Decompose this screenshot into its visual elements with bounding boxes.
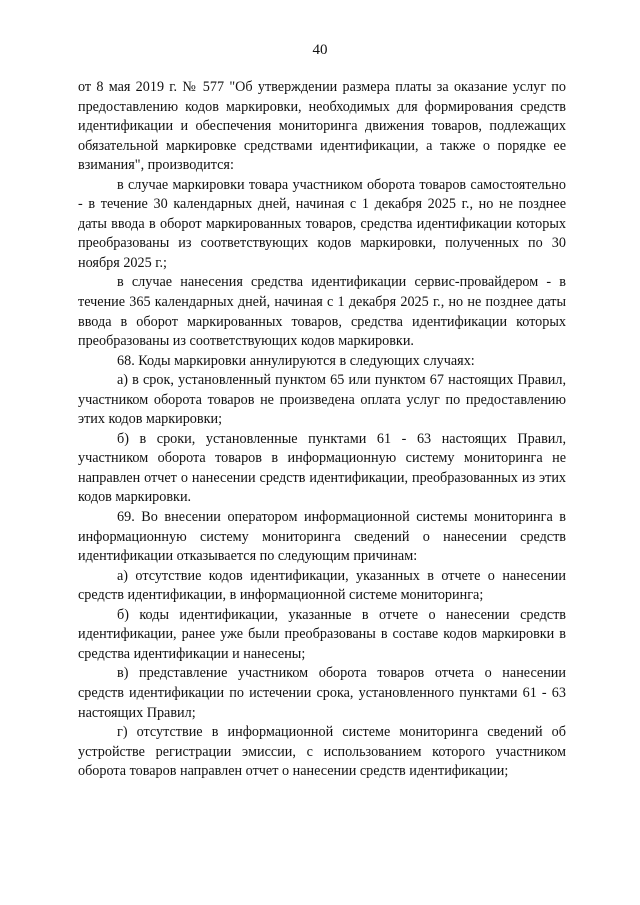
paragraph: а) в срок, установленный пунктом 65 или пунктом 67 настоящих Правил, участником оборота товаров не произведена оплата услуг по предоставлению этих кодов маркировки; [78,372,566,428]
paragraph: г) отсутствие в информационной системе мониторинга сведений об устройстве регистрации эмиссии, с использованием которого участником оборота товаров направлен отчет о нанесении средств идентификации; [78,724,566,780]
page-number: 40 [312,42,328,58]
paragraph: б) коды идентификации, указанные в отчете о нанесении средств идентификации, ранее уже были преобразованы в составе кодов маркировки в средства идентификации и нанесены; [78,606,566,662]
paragraph: в случае нанесения средства идентификации сервис-провайдером - в течение 365 календарных дней, начиная с 1 декабря 2025 г., но не позднее даты ввода в оборот маркированных товаров, средства идентификации которых преобразованы из соответствующих кодов маркировки. [78,274,566,350]
paragraph: а) отсутствие кодов идентификации, указанных в отчете о нанесении средств идентификации, в информационной системе мониторинга; [78,567,566,604]
paragraph: от 8 мая 2019 г. № 577 "Об утверждении размера платы за оказание услуг по предоставлению кодов маркировки, необходимых для формирования средств идентификации и обеспечения мониторинга движения товаров, подлежащих обязательной маркировке средствами идентификации, а также о порядке ее взимания", производится: [78,79,566,174]
paragraph: в случае маркировки товара участником оборота товаров самостоятельно - в течение 30 календарных дней, начиная с 1 декабря 2025 г., но не позднее даты ввода в оборот маркированных товаров, средства идентификации которых преобразованы из соответствующих кодов маркировки, полученных по 30 ноября 2025 г.; [78,176,566,271]
document-body [78,78,566,782]
paragraph: 69. Во внесении оператором информационной системы мониторинга в информационную систему мониторинга сведений о нанесении средств идентификации отказывается по следующим причинам: [78,509,566,565]
paragraph: б) в сроки, установленные пунктами 61 - 63 настоящих Правил, участником оборота товаров в информационную систему мониторинга не направлен отчет о нанесении средств идентификации, преобразованных из этих кодов маркировки. [78,430,566,506]
paragraph: в) представление участником оборота товаров отчета о нанесении средств идентификации по истечении срока, установленного пунктами 61 - 63 настоящих Правил; [78,665,566,721]
paragraph: 68. Коды маркировки аннулируются в следующих случаях: [117,352,475,369]
